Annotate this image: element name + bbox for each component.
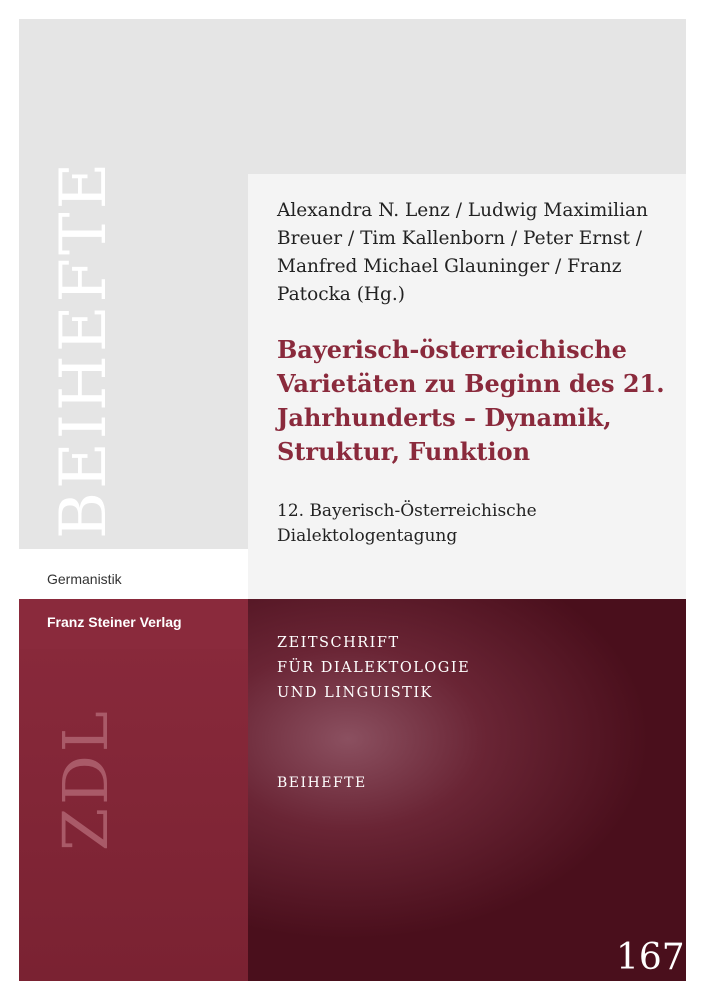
journal-title-line: UND LINGUISTIK: [277, 685, 433, 701]
volume-number: 167: [616, 937, 685, 978]
book-title: Bayerisch-österreichische Varietäten zu Beginn des 21. Jahrhunderts – Dynamik, Struktur, Funktion: [277, 335, 665, 466]
book-cover: [19, 19, 686, 981]
authors: Alexandra N. Lenz / Ludwig Maximilian Breuer / Tim Kallenborn / Peter Ernst / Manfred Michael Glauninger / Franz Patocka (Hg.): [277, 200, 648, 305]
journal-title-line: FÜR DIALEKTOLOGIE: [277, 660, 471, 676]
series-vertical-text: BEIHEFTE: [47, 159, 121, 539]
journal-subseries: BEIHEFTE: [277, 775, 367, 791]
category-label: Germanistik: [47, 571, 122, 587]
journal-abbrev-vertical: ZDL: [49, 708, 122, 851]
publisher-name: Franz Steiner Verlag: [47, 614, 182, 630]
journal-title-line: ZEITSCHRIFT: [277, 635, 400, 651]
journal-title: [277, 631, 470, 706]
book-subtitle: 12. Bayerisch-Österreichische Dialektologentagung: [277, 501, 537, 546]
